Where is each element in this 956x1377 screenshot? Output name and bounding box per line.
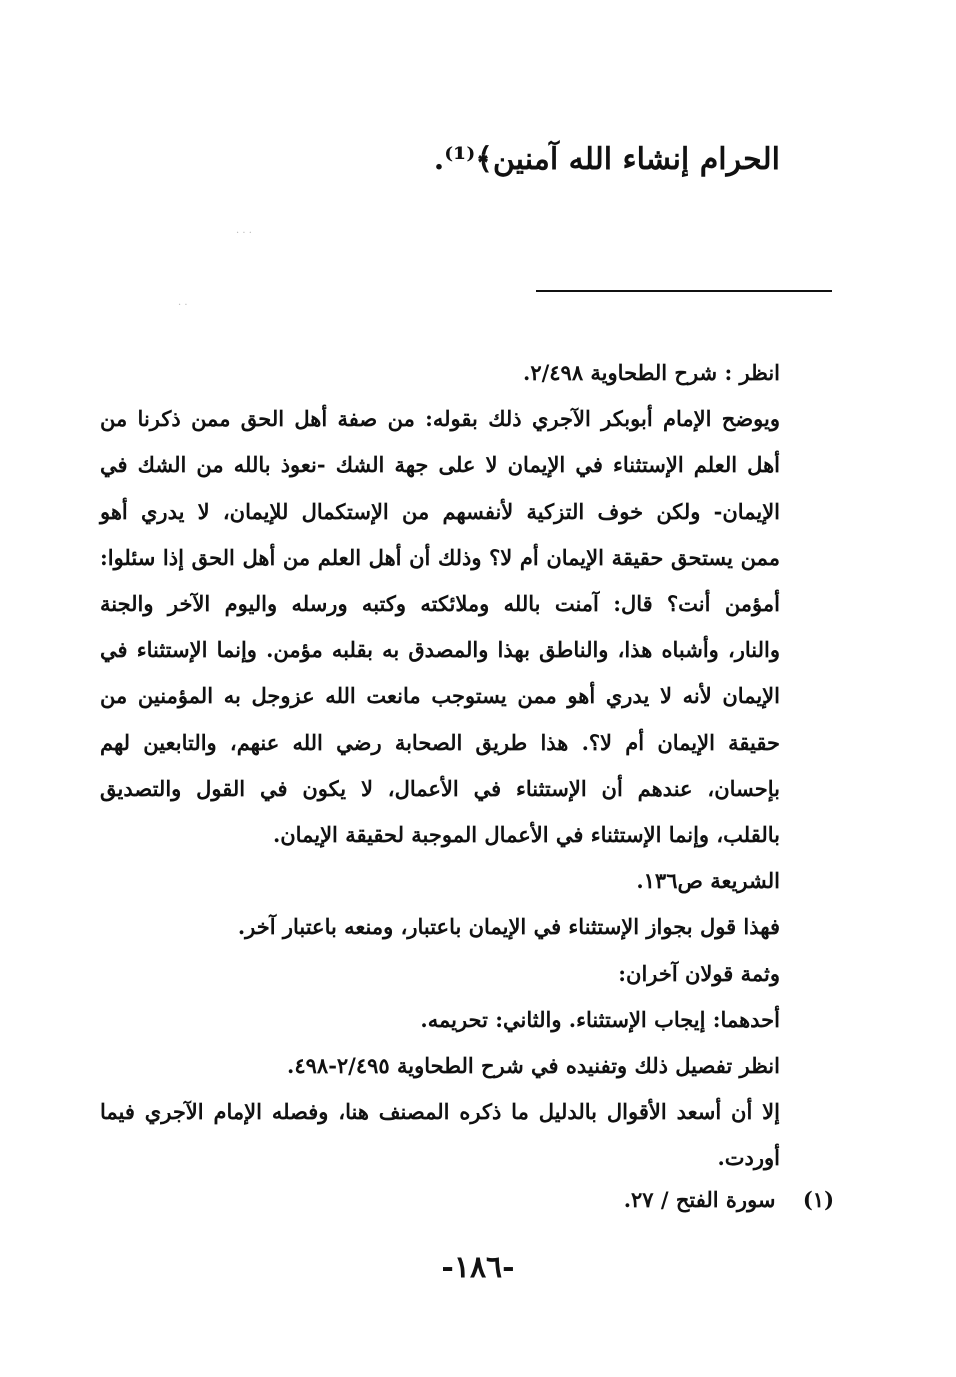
footnote-line: والنار، وأشباه هذا، والناطق بهذا والمصدق به بقلبه مؤمن. وإنما الإستثناء في bbox=[100, 637, 780, 663]
scan-noise: · · bbox=[178, 300, 188, 311]
footnote-reference bbox=[334, 1178, 834, 1222]
footnote-line: الإيمان- ولكن خوف التزكية لأنفسهم من الإستكمال للإيمان، لا يدري أهو bbox=[100, 498, 781, 524]
footnote-line: إلا أن أسعد الأقوال بالدليل ما ذكره المصنف هنا، وفصله الإمام الآجري فيما bbox=[100, 1099, 780, 1125]
footnote-line: حقيقة الإيمان أم لا؟. هذا طريق الصحابة رضي الله عنهم، والتابعين لهم bbox=[100, 729, 780, 755]
footnote-line: بإحسان، عندهم أن الإستثناء في الأعمال، لا يكون في القول والتصديق bbox=[100, 775, 780, 801]
footnote-line: الشريعة ص١٣٦. bbox=[636, 868, 780, 894]
footnote-line: أوردت. bbox=[717, 1145, 780, 1171]
footnote-line: أهل العلم الإستثناء في الإيمان لا على جهة الشك -نعوذ بالله من الشك في bbox=[100, 452, 780, 478]
footnote-number: (١) bbox=[802, 1187, 834, 1212]
footnote-line: ويوضح الإمام أبوبكر الآجري ذلك بقوله: من صفة أهل الحق ممن ذكرنا من bbox=[100, 406, 780, 432]
page-number: -١٨٦- bbox=[441, 1250, 515, 1285]
footnote-line: انظر : شرح الطحاوية ٢/٤٩٨. bbox=[523, 360, 780, 385]
footnote-line: انظر تفصيل ذلك وتفنيده في شرح الطحاوية ٢/٤٩٥-٤٩٨. bbox=[287, 1053, 780, 1079]
footnote-line: أمؤمن أنت؟ قال: آمنت بالله وملائكته وكتبه ورسله واليوم الآخر والجنة bbox=[100, 591, 780, 617]
footnote-citation: سورة الفتح / ٢٧. bbox=[623, 1187, 776, 1212]
footnote-separator bbox=[536, 290, 832, 292]
footnote-line: بالقلب، وإنما الإستثناء في الأعمال الموجبة لحقيقة الإيمان. bbox=[272, 822, 780, 848]
footnote-line: الإيمان لأنه لا يدري أهو ممن يستوجب مانعت الله عزوجل به المؤمنين من bbox=[100, 683, 780, 709]
main-text-line: الحرام إنشاء الله آمنين﴾⁽¹⁾. bbox=[433, 142, 780, 177]
footnote-block bbox=[100, 350, 781, 1182]
footnote-line: فهذا قول بجواز الإستثناء في الإيمان باعتبار، ومنعه باعتبار آخر. bbox=[237, 914, 780, 940]
footnote-line: وثمة قولان آخران: bbox=[618, 960, 780, 986]
scan-noise: · · · bbox=[236, 228, 252, 239]
footnote-line: ممن يستحق حقيقة الإيمان أم لا؟ وذلك أن أهل العلم من أهل الحق إذا سئلوا: bbox=[100, 544, 780, 570]
footnote-line: أحدهما: إيجاب الإستثناء. والثاني: تحريمه. bbox=[420, 1006, 780, 1032]
